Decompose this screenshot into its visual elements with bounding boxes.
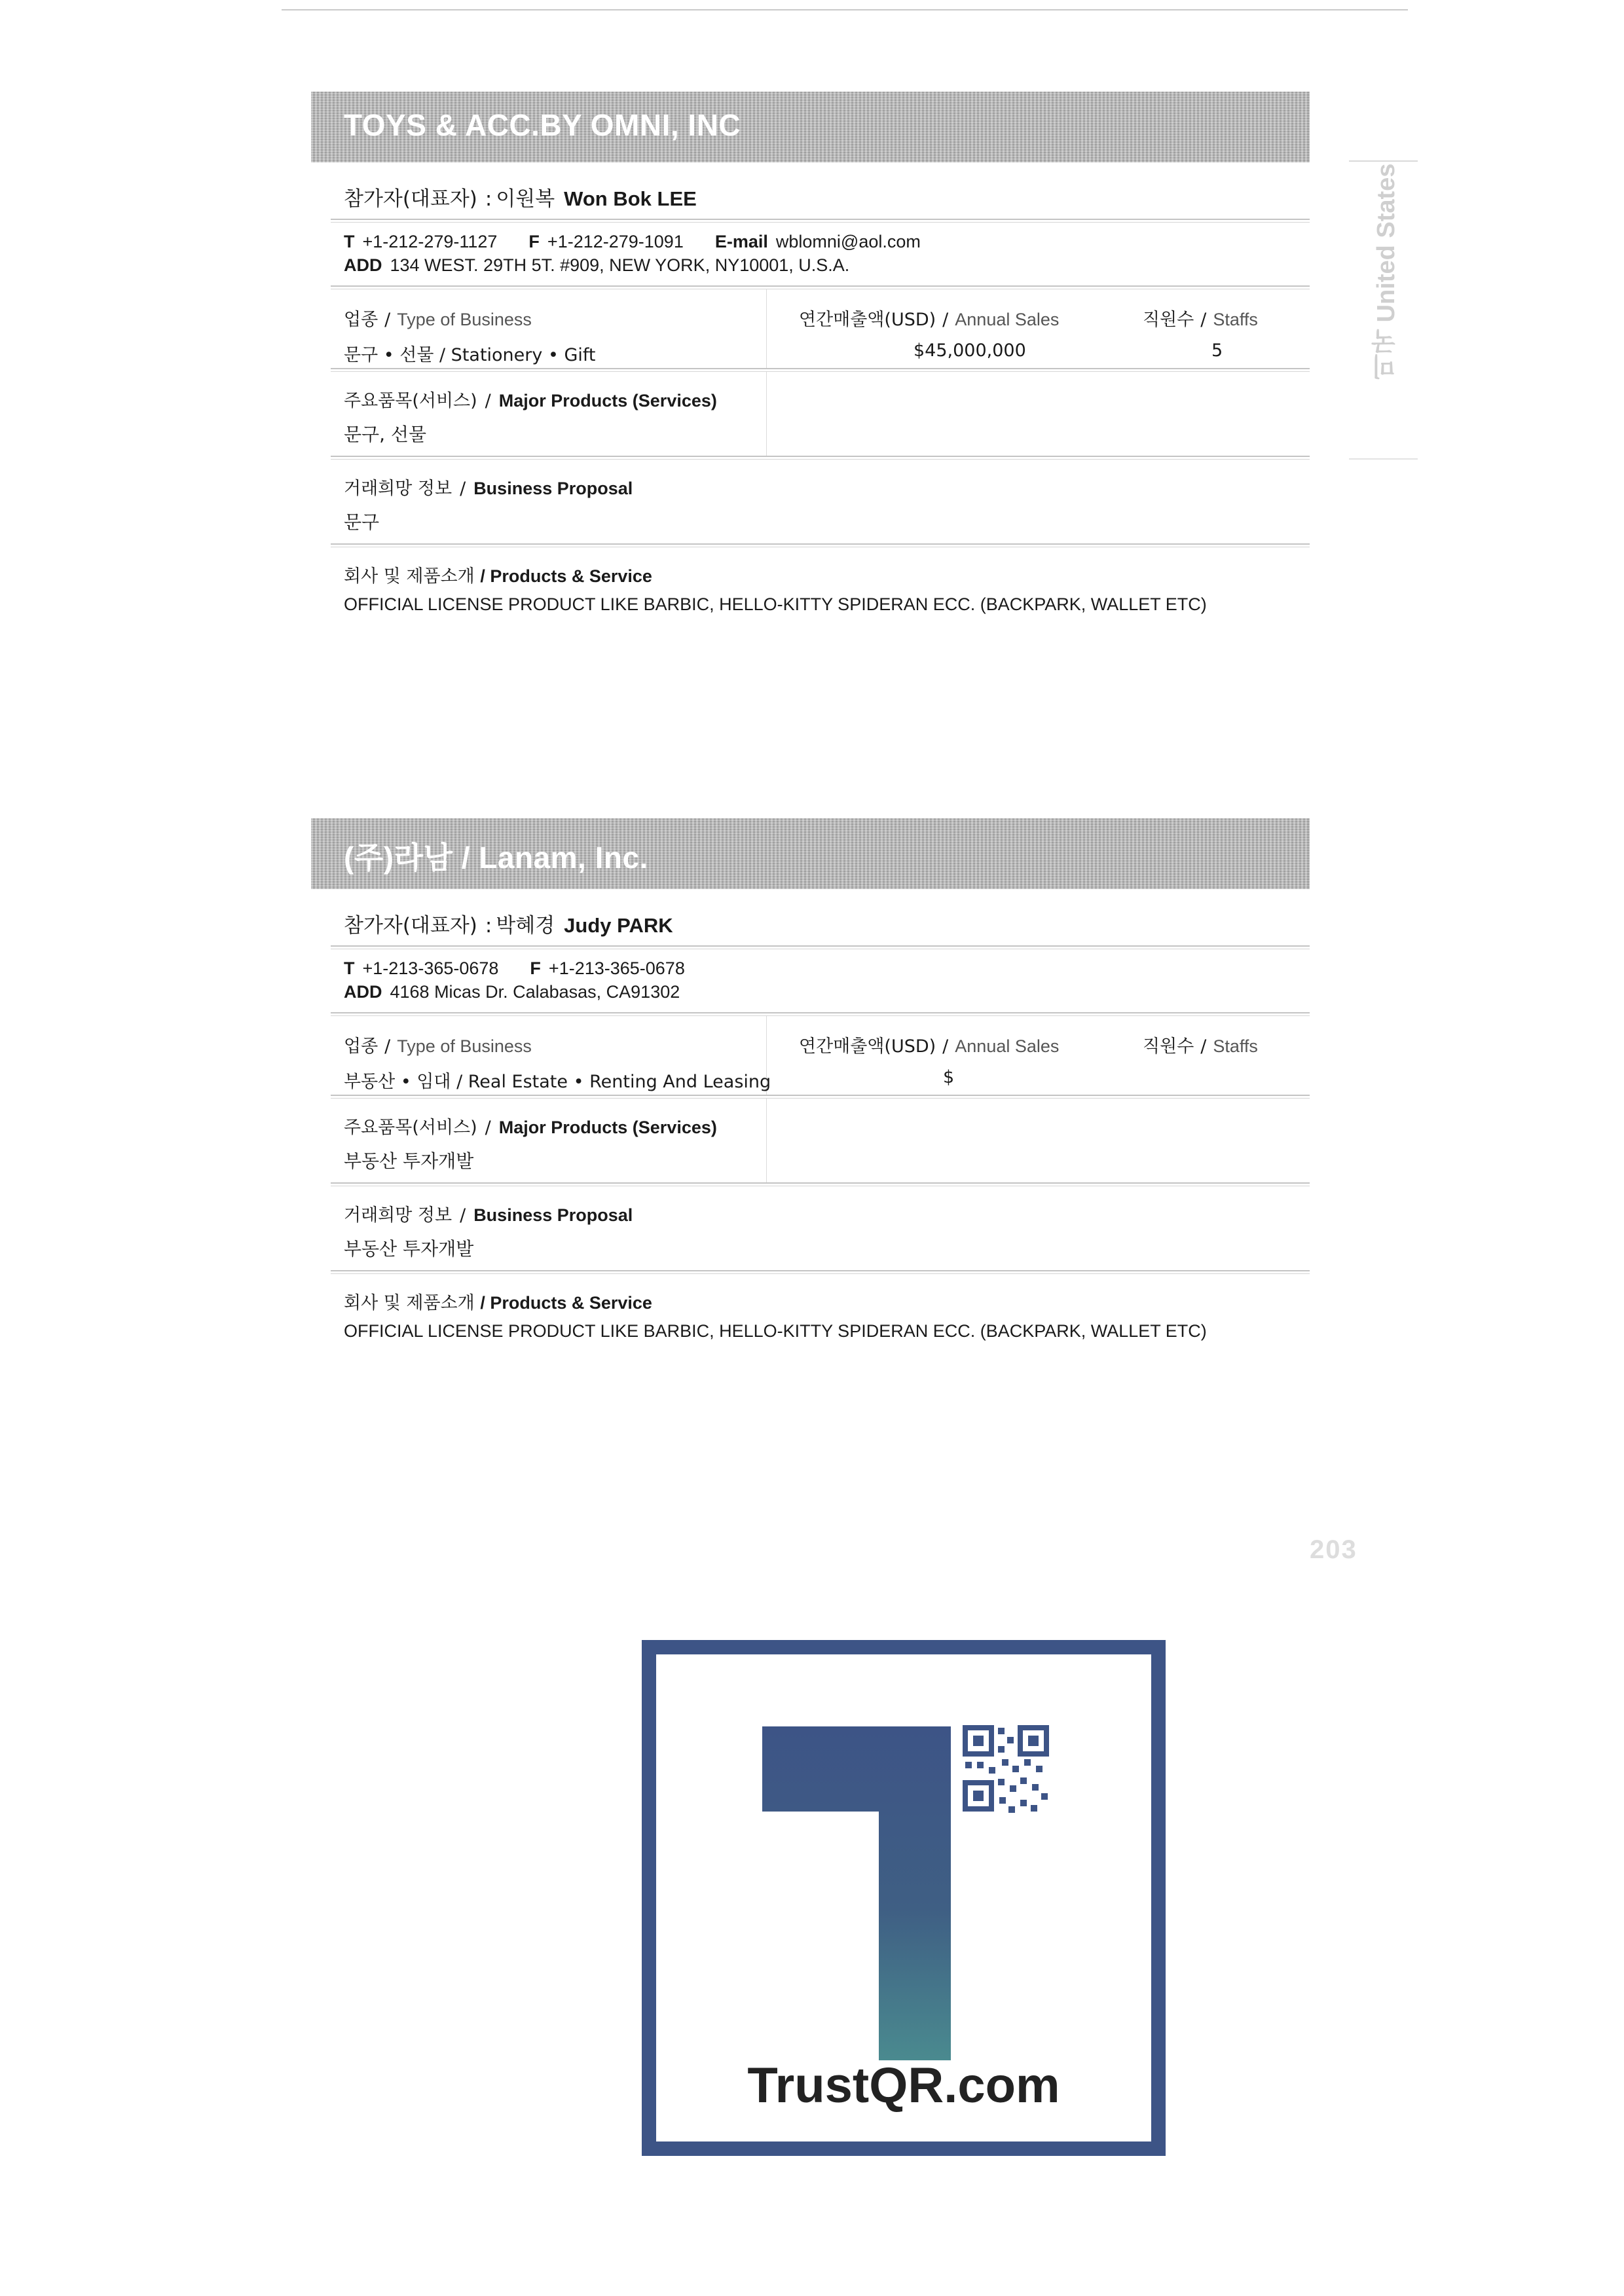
proposal-label-en: Business Proposal bbox=[473, 1205, 633, 1225]
email-value: wblomni@aol.com bbox=[775, 232, 921, 251]
address-value: 4168 Micas Dr. Calabasas, CA91302 bbox=[390, 982, 680, 1002]
staff-label-en: Staffs bbox=[1213, 310, 1258, 329]
staff-label-ko: 직원수 bbox=[1143, 310, 1194, 330]
fax-label: F bbox=[530, 958, 541, 978]
staff-value: 5 bbox=[1211, 340, 1223, 361]
business-info-row: 업종 / Type of Business 문구 • 선물 / Stationery • Gift 연간매출액(USD) / Annual Sales $45,000,000 직원수 / Staffs 5 bbox=[311, 289, 1310, 368]
fax-value: +1-212-279-1091 bbox=[547, 232, 684, 251]
products-label-ko: 주요품목(서비스) bbox=[344, 391, 477, 411]
side-country-tab bbox=[1365, 164, 1405, 439]
address-label: ADD bbox=[344, 255, 382, 275]
side-country-en: United States bbox=[1373, 164, 1400, 323]
type-label-en: Type of Business bbox=[397, 310, 532, 329]
intro-label-ko: 회사 및 제품소개 bbox=[344, 566, 475, 587]
staff-label-en: Staffs bbox=[1213, 1036, 1258, 1056]
tel-label: T bbox=[344, 958, 355, 978]
tel-value: +1-212-279-1127 bbox=[362, 232, 498, 251]
side-country-label bbox=[1368, 164, 1404, 379]
rep-name-ko: 이원복 bbox=[496, 187, 555, 211]
rep-name-ko: 박혜경 bbox=[496, 914, 555, 938]
sales-value: $45,000,000 bbox=[913, 340, 1026, 361]
type-value: 부동산 • 임대 / Real Estate • Renting And Leasing bbox=[344, 1072, 771, 1092]
column-divider bbox=[766, 372, 767, 456]
fax-value: +1-213-365-0678 bbox=[548, 958, 685, 978]
business-info-row: 업종 / Type of Business 부동산 • 임대 / Real Estate • Renting And Leasing 연간매출액(USD) / Annual Sales $ 직원수 / Staffs bbox=[311, 1016, 1310, 1095]
sales-label-ko: 연간매출액(USD) bbox=[799, 1036, 936, 1057]
representative-row: 참가자(대표자) : 박혜경 Judy PARK bbox=[344, 914, 673, 938]
company-card-2 bbox=[311, 818, 1310, 1353]
trustqr-logo bbox=[642, 1640, 1166, 2156]
company-banner bbox=[311, 92, 1310, 162]
type-label-en: Type of Business bbox=[397, 1036, 532, 1056]
representative-row: 참가자(대표자) : 이원복 Won Bok LEE bbox=[344, 187, 697, 211]
fax-label: F bbox=[528, 232, 540, 251]
rep-label: 참가자(대표자) bbox=[344, 914, 477, 938]
sales-label-ko: 연간매출액(USD) bbox=[799, 310, 936, 330]
major-products-section: 주요품목(서비스) / Major Products (Services) 부동산 투자개발 bbox=[311, 1099, 1310, 1182]
page-number: 203 bbox=[1310, 1535, 1357, 1564]
products-service-section bbox=[311, 547, 1310, 626]
intro-label-ko: 회사 및 제품소개 bbox=[344, 1293, 475, 1313]
products-label-ko: 주요품목(서비스) bbox=[344, 1118, 477, 1138]
intro-label-en: / Products & Service bbox=[480, 1293, 652, 1313]
products-value: 문구, 선물 bbox=[344, 424, 426, 445]
rep-label: 참가자(대표자) bbox=[344, 187, 477, 211]
company-name: TOYS & ACC.BY OMNI, INC bbox=[344, 108, 741, 142]
column-divider bbox=[766, 1099, 767, 1182]
qr-code-icon bbox=[965, 1728, 1048, 1813]
side-country-ko: 미국 bbox=[1373, 329, 1400, 380]
company-card-1 bbox=[311, 92, 1310, 626]
type-value: 문구 • 선물 / Stationery • Gift bbox=[344, 345, 596, 365]
staff-label-ko: 직원수 bbox=[1143, 1036, 1194, 1057]
t-letter-icon bbox=[762, 1726, 951, 2060]
contact-block bbox=[311, 949, 1310, 1012]
tel-label: T bbox=[344, 232, 355, 251]
column-divider bbox=[766, 289, 767, 368]
intro-label-en: / Products & Service bbox=[480, 566, 652, 586]
intro-value: OFFICIAL LICENSE PRODUCT LIKE BARBIC, HELLO-KITTY SPIDERAN ECC. (BACKPARK, WALLET ETC) bbox=[344, 594, 1207, 614]
products-label-en: Major Products (Services) bbox=[498, 391, 717, 410]
business-proposal-section: 거래희망 정보 / Business Proposal 문구 bbox=[344, 479, 633, 533]
sales-value: $ bbox=[943, 1067, 955, 1087]
products-value: 부동산 투자개발 bbox=[344, 1150, 474, 1172]
products-service-section bbox=[311, 1274, 1310, 1353]
products-label-en: Major Products (Services) bbox=[498, 1118, 717, 1137]
type-label-ko: 업종 bbox=[344, 1036, 378, 1057]
address-value: 134 WEST. 29TH 5T. #909, NEW YORK, NY10001, U.S.A. bbox=[390, 255, 850, 275]
proposal-label-en: Business Proposal bbox=[473, 479, 633, 498]
company-banner bbox=[311, 818, 1310, 889]
proposal-label-ko: 거래희망 정보 bbox=[344, 1205, 452, 1226]
business-proposal-section: 거래희망 정보 / Business Proposal 부동산 투자개발 bbox=[344, 1205, 633, 1260]
rep-name-en: Won Bok LEE bbox=[564, 187, 697, 210]
type-label-ko: 업종 bbox=[344, 310, 378, 330]
intro-value: OFFICIAL LICENSE PRODUCT LIKE BARBIC, HELLO-KITTY SPIDERAN ECC. (BACKPARK, WALLET ETC) bbox=[344, 1321, 1207, 1341]
company-name: (주)라남 / Lanam, Inc. bbox=[344, 841, 648, 875]
trustqr-logo-text: TrustQR.com bbox=[747, 2058, 1060, 2113]
rep-name-en: Judy PARK bbox=[564, 914, 673, 937]
side-tab-divider-bottom bbox=[1349, 458, 1418, 460]
proposal-label-ko: 거래희망 정보 bbox=[344, 479, 452, 499]
address-label: ADD bbox=[344, 982, 382, 1002]
top-scan-line bbox=[282, 9, 1408, 10]
sales-label-en: Annual Sales bbox=[955, 1036, 1060, 1056]
tel-value: +1-213-365-0678 bbox=[362, 958, 499, 978]
side-tab-divider-top bbox=[1349, 160, 1418, 162]
sales-label-en: Annual Sales bbox=[955, 310, 1060, 329]
proposal-value: 문구 bbox=[344, 511, 380, 533]
major-products-section: 주요품목(서비스) / Major Products (Services) 문구, 선물 bbox=[311, 372, 1310, 456]
proposal-value: 부동산 투자개발 bbox=[344, 1238, 474, 1260]
contact-block bbox=[311, 223, 1310, 285]
email-label: E-mail bbox=[714, 232, 768, 251]
